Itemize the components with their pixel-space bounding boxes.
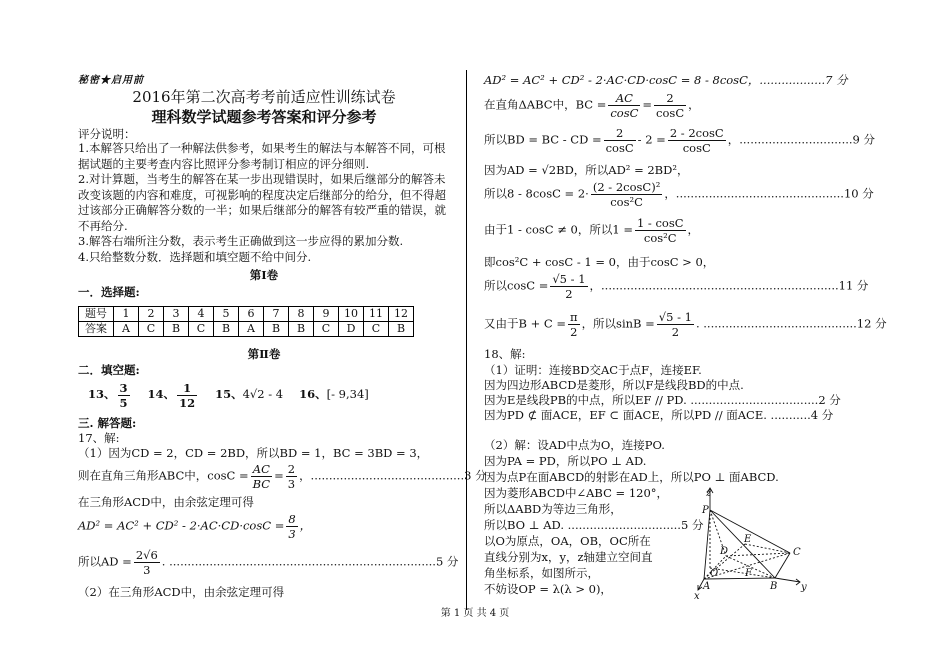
fraction-numerator: 2 - 2cosC xyxy=(669,126,724,140)
fraction-numerator: 8 xyxy=(288,512,296,526)
fraction xyxy=(591,180,662,209)
fraction-numerator: π xyxy=(570,310,578,324)
fill-13-answer xyxy=(118,381,130,410)
label-y: y xyxy=(801,582,807,593)
fraction-denominator: cosC xyxy=(656,106,685,120)
text-segment: ，.................................................................11 分 xyxy=(589,278,869,293)
fill-14-answer xyxy=(177,381,197,410)
q18-line-5: （2）解：设AD中点为O，连接PO. xyxy=(484,438,665,452)
ec-line xyxy=(745,544,790,553)
table-number: 6 xyxy=(239,307,264,322)
text-segment: 又由于B + C = xyxy=(484,316,566,331)
fraction xyxy=(604,126,636,155)
table-answer: C xyxy=(139,322,164,337)
table-answer: D xyxy=(339,322,364,337)
fraction xyxy=(668,126,726,155)
table-answer: A xyxy=(114,322,139,337)
fraction-numerator: √5 - 1 xyxy=(552,272,586,286)
fill-section-heading: 二．填空题: xyxy=(78,363,140,377)
fraction-denominator: cosC xyxy=(605,141,634,155)
q17-right-line-5 xyxy=(484,180,874,209)
q18-line-4: 因为PD ⊄ 面ACE，EF ⊂ 面ACE，所以PD // 面ACE. ...........4 分 xyxy=(484,408,834,422)
q17-right-line-6 xyxy=(484,216,699,245)
fraction-numerator: AC xyxy=(608,91,640,106)
fraction xyxy=(134,548,160,577)
text-segment: 所以8 - 8cosC = 2· xyxy=(484,186,589,201)
q17-right-line-9 xyxy=(484,310,887,339)
label-o: O xyxy=(710,568,719,579)
fraction-denominator: cos²C xyxy=(643,231,677,245)
fill-13-number: 13、 xyxy=(88,387,116,401)
q18-line-9: 所以ΔABD为等边三角形， xyxy=(484,502,622,516)
q17-right-line-1: AD² = AC² + CD² - 2·AC·CD·cosC = 8 - 8cosC，..................7 分 xyxy=(484,73,848,87)
q17-line-5 xyxy=(78,548,458,577)
text-segment: 由于1 - cosC ≠ 0，所以1 = xyxy=(484,222,633,237)
text-segment: . .........................................................................5 分 xyxy=(161,554,459,569)
table-number: 3 xyxy=(164,307,189,322)
q18-label: 18、解: xyxy=(484,347,526,361)
text-segment: ， xyxy=(688,97,700,112)
q17-right-line-2 xyxy=(484,91,700,120)
q18-line-11: 以O为原点，OA，OB，OC所在 xyxy=(484,534,651,548)
q17-line-1: （1）因为CD = 2，CD = 2BD，所以BD = 1，BC = 3BD = 3， xyxy=(78,446,429,460)
fraction-denominator: 5 xyxy=(119,395,128,410)
text-segment: ，...............................9 分 xyxy=(727,132,876,147)
page-footer: 第 1 页 共 4 页 xyxy=(440,608,510,619)
q17-line-6: （2）在三角形ACD中，由余弦定理可得 xyxy=(78,585,285,599)
fraction xyxy=(251,462,272,491)
label-x: x xyxy=(694,591,700,600)
table-answer: A xyxy=(239,322,264,337)
grading-item-4: 4.只给整数分数．选择题和填空题不给中间分. xyxy=(78,250,312,264)
q17-right-line-3 xyxy=(484,126,875,155)
choice-section-heading: 一．选择题: xyxy=(78,285,140,299)
answer-title: 理科数学试题参考答案和评分参考 xyxy=(151,108,377,126)
grading-heading: 评分说明： xyxy=(78,127,136,141)
fraction-numerator: 2 xyxy=(654,91,686,106)
q18-line-3: 因为E是线段PB的中点，所以EF // PD. ...................................2 分 xyxy=(484,393,841,407)
text-segment: - 2 = xyxy=(637,132,666,147)
q17-line-4 xyxy=(78,512,311,541)
fraction-denominator: 3 xyxy=(143,563,151,577)
table-number: 5 xyxy=(214,307,239,322)
q18-line-7: 因为点P在面ABCD的射影在AD上，所以PO ⊥ 面ABCD. xyxy=(484,470,779,484)
label-a: A xyxy=(703,581,711,592)
fraction xyxy=(568,310,580,339)
table-number: 7 xyxy=(264,307,289,322)
text-segment: 则在直角三角形ABC中，cosC = xyxy=(78,468,249,483)
q17-line-2 xyxy=(78,462,487,491)
fraction-numerator: 2 xyxy=(604,126,636,141)
table-answer: B xyxy=(389,322,414,337)
table-answer: C xyxy=(189,322,214,337)
label-z: z xyxy=(706,488,712,499)
grading-item-1: 1.本解答只给出了一种解法供参考，如果考生的解法与本解答不同，可根据试题的主要考查内容比照评分参考制订相应的评分细则. xyxy=(78,141,446,171)
q17-line-3: 在三角形ACD中，由余弦定理可得 xyxy=(78,495,254,509)
q18-line-12: 直线分别为x，y，z轴建立空间直 xyxy=(484,550,653,564)
label-f: F xyxy=(745,568,752,579)
q18-line-8: 因为菱形ABCD中∠ABC = 120°， xyxy=(484,486,669,500)
solve-section-heading: 三. 解答题: xyxy=(78,416,137,430)
text-segment: ，..........................................3 分 xyxy=(299,468,487,483)
q18-line-13: 角坐标系，如图所示， xyxy=(484,566,599,580)
fraction-denominator: 12 xyxy=(179,395,196,410)
table-number: 1 xyxy=(114,307,139,322)
table-number: 4 xyxy=(189,307,214,322)
q18-line-10: 所以BO ⊥ AD. ...............................5 分 xyxy=(484,518,704,532)
table-answer-label: 答案 xyxy=(79,322,114,337)
secret-label: 秘密★启用前 xyxy=(78,75,144,86)
fraction-denominator: 2 xyxy=(565,287,573,301)
table-number: 12 xyxy=(389,307,414,322)
q17-right-line-4: 因为AD = √2BD，所以AD² = 2BD²， xyxy=(484,163,689,177)
fraction-numerator: √5 - 1 xyxy=(658,310,692,324)
grading-item-2: 2.对计算题，当考生的解答在某一步出现错误时，如果后继部分的解答未改变该题的内容和难度，可视影响的程度决定后继部分的给分，但不得超过该部分正确解答分数的一半；如果后继部分的解答有较严重的错误，就不再给分. xyxy=(78,172,446,233)
fraction xyxy=(286,512,297,541)
dc-line xyxy=(726,553,790,556)
grading-item-3: 3.解答右端所注分数，表示考生正确做到这一步应得的累加分数. xyxy=(78,234,404,248)
q17-right-line-7: 即cos²C + cosC - 1 = 0，由于cosC > 0， xyxy=(484,255,715,269)
fill-answers xyxy=(88,379,369,410)
fraction-numerator: 2 xyxy=(287,462,296,476)
y-axis-line xyxy=(775,578,800,582)
table-number: 11 xyxy=(364,307,389,322)
fraction-denominator: BC xyxy=(252,477,271,491)
text-segment: 所以cosC = xyxy=(484,278,549,293)
table-answer: C xyxy=(364,322,389,337)
text-segment: ，..............................................10 分 xyxy=(664,186,874,201)
answer-table-header-row xyxy=(79,307,414,322)
text-segment: 所以BD = BC - CD = xyxy=(484,132,602,147)
text-segment: . ..........................................12 分 xyxy=(695,316,887,331)
text-segment: ， xyxy=(299,518,312,533)
table-answer: C xyxy=(314,322,339,337)
fraction-denominator: cosC xyxy=(610,106,639,120)
fraction-numerator: 2√6 xyxy=(135,548,158,562)
fraction-denominator: cos²C xyxy=(610,195,643,209)
answer-table xyxy=(78,306,414,337)
figure-labels xyxy=(694,488,807,600)
fraction xyxy=(286,462,297,491)
fraction xyxy=(608,91,640,120)
table-answer: B xyxy=(214,322,239,337)
q18-line-2: 因为四边形ABCD是菱形，所以F是线段BD的中点. xyxy=(484,378,744,392)
text-segment: 所以AD = xyxy=(78,554,132,569)
label-d: D xyxy=(720,546,729,557)
fraction-denominator: 3 xyxy=(288,527,296,541)
text-segment: ， xyxy=(687,222,700,237)
pyramid-figure xyxy=(690,486,810,600)
table-answer: B xyxy=(289,322,314,337)
text-segment: AD² = AC² + CD² - 2·AC·CD·cosC = xyxy=(78,518,285,533)
part2-title: 第Ⅱ卷 xyxy=(247,347,281,361)
fraction xyxy=(657,310,694,339)
fraction-numerator: 3 xyxy=(119,380,128,395)
exam-title: 2016年第二次高考考前适应性训练试卷 xyxy=(132,88,396,106)
fraction-denominator: 2 xyxy=(671,325,680,339)
part1-title: 第Ⅰ卷 xyxy=(249,268,279,282)
column-divider xyxy=(466,70,467,610)
table-answer: B xyxy=(164,322,189,337)
label-p: P xyxy=(702,505,709,516)
fraction xyxy=(550,272,587,301)
table-header-label: 题号 xyxy=(79,307,114,322)
table-number: 8 xyxy=(289,307,314,322)
table-number: 9 xyxy=(314,307,339,322)
fraction-denominator: 3 xyxy=(287,477,296,491)
fraction-numerator: 1 - cosC xyxy=(636,216,684,230)
label-b: B xyxy=(770,581,778,592)
fraction-numerator: AC xyxy=(251,462,272,477)
fraction xyxy=(635,216,686,245)
label-c: C xyxy=(793,547,801,558)
fill-16-number: 16、 xyxy=(299,387,327,401)
fraction xyxy=(654,91,686,120)
q17-right-line-8 xyxy=(484,272,868,301)
fraction-numerator: (2 - 2cosC)² xyxy=(592,180,661,194)
q18-line-14: 不妨设OP = λ(λ > 0)， xyxy=(484,582,612,596)
text-segment: = xyxy=(642,97,653,112)
q17-label: 17、解: xyxy=(78,431,120,445)
fraction-numerator: 1 xyxy=(177,381,197,396)
fill-14-number: 14、 xyxy=(147,387,176,401)
fraction-denominator: 2 xyxy=(570,325,578,339)
label-e: E xyxy=(744,534,752,545)
table-number: 2 xyxy=(139,307,164,322)
text-segment: ，所以sinB = xyxy=(581,316,655,331)
text-segment: = xyxy=(274,468,284,483)
table-answer: B xyxy=(264,322,289,337)
q18-line-6: 因为PA = PD，所以PO ⊥ AD. xyxy=(484,454,647,468)
fraction-denominator: cosC xyxy=(682,141,711,155)
fill-15-answer: 4√2 - 4 xyxy=(242,387,284,401)
fill-15-number: 15、 xyxy=(215,387,243,401)
q18-line-1: （1）证明：连接BD交AC于点F，连接EF. xyxy=(484,363,702,377)
text-segment: 在直角ΔABC中，BC = xyxy=(484,97,607,112)
answer-table-answer-row xyxy=(79,322,414,337)
table-number: 10 xyxy=(339,307,364,322)
ob-line xyxy=(710,568,775,578)
fill-16-answer: [- 9,34] xyxy=(326,387,369,401)
